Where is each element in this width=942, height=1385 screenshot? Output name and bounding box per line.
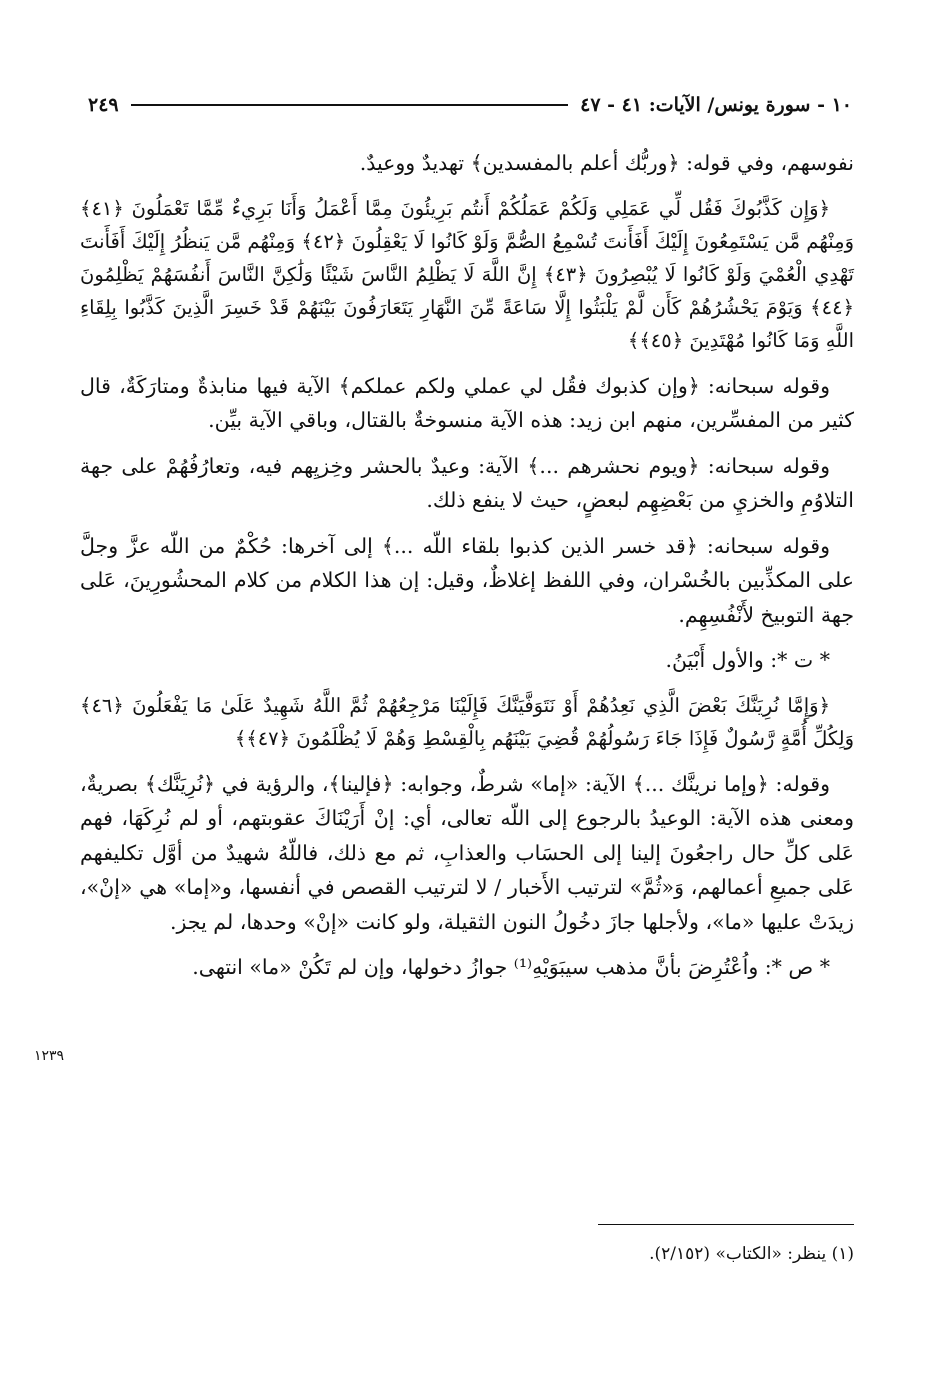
manuscript-folio-number: ١٢٣٩ xyxy=(34,1048,65,1064)
paragraph-commentary-41: وقوله سبحانه: ﴿وإن كذبوك فقُل لي عملي ولكم عملكم﴾ الآية فيها منابذةٌ ومتارَكَةٌ، قال كثير من المفسِّرين، منهم ابن زيد: هذه الآية منسوخةٌ بالقتال، وباقي الآية بيِّن. xyxy=(80,373,854,432)
note-ta: * ت *: والأول أَبْيَنُ. xyxy=(665,648,830,672)
footnote-rule xyxy=(598,1224,854,1225)
quran-verses-46-47: ﴿وَإِمَّا نُرِيَنَّكَ بَعْضَ الَّذِي نَعِدُهُمْ أَوْ نَتَوَفَّيَنَّكَ فَإِلَيْنَا مَرْجِعُهُمْ ثُمَّ اللَّهُ شَهِيدٌ عَلَىٰ مَا يَفْعَلُونَ ﴿٤٦﴾ وَلِكُلِّ أُمَّةٍ رَّسُولٌ فَإِذَا جَاءَ رَسُولُهُمْ قُضِيَ بَيْنَهُم بِالْقِسْطِ وَهُمْ لَا يُظْلَمُونَ ﴿٤٧﴾﴾ xyxy=(80,693,854,750)
note-sad: * ص *: واُعْتُرِضَ بأنَّ مذهب سيبَوَيْهِ⁽¹⁾ جوازُ دخولها، وإن لم تَكُنْ «ما» انتهى. xyxy=(192,955,830,979)
paragraph-commentary-46: وقوله: ﴿وإما نرينَّك ...﴾ الآية: «إما» شرطٌ، وجوابه: ﴿فإلينا﴾، والرؤية في ﴿نُرِيَنَّك﴾ بصريةٌ، ومعنى هذه الآية: الوعيدُ بالرجوع إلى اللّه تعالى، أي: إنْ أَرَيْنَاكَ عقوبتهم، أو لم نُرِكَهَا، فهم عَلى كلِّ حال راجعُونَ إلينا إلى الحسَاب والعذابِ، ثم مع ذلك، فاللّهُ شهيدٌ من أوَّل تكليفهم عَلى جميعِ أعمالهم، وَ«ثُمَّ» لترتيب الأَخبار / لا لترتيب القصص في أنفسها، و«إما» هي «إنْ»، زيدَتْ عليها «ما»، ولأجلها جازَ دخُولُ النون الثقيلة، ولو كانت «إنْ» وحدها، لم يجز. xyxy=(80,771,854,934)
running-title: ١٠ - سورة يونس/ الآيات: ٤١ - ٤٧ xyxy=(580,94,852,116)
paragraph-1: نفوسهم، وفي قوله: ﴿وربُّك أعلم بالمفسدين﴾ تهديدٌ ووعيدٌ. xyxy=(359,151,854,175)
page-header xyxy=(88,92,852,118)
header-rule xyxy=(131,104,569,106)
page-number: ٢٤٩ xyxy=(88,94,119,116)
paragraph-commentary-45b: وقوله سبحانه: ﴿قد خسر الذين كذبوا بلقاء اللّه ...﴾ إلى آخرها: حُكْمٌ من اللّه عزَّ وجلَّ على المكذِّبين بالخُسْران، وفي اللفظ إغلاظٌ، وقيل: إن هذا الكلام من كلام المحشُورِينَ، عَلى جهة التوبيخ لأَنْفُسِهِم. xyxy=(80,533,854,627)
main-text xyxy=(80,146,854,996)
paragraph-commentary-45: وقوله سبحانه: ﴿ويوم نحشرهم ...﴾ الآية: وعيدٌ بالحشر وخِزيِهم فيه، وتعارُفُهُمْ على جهة التلاوُمِ والخزيِ من بَعْضِهِم لبعضٍ، حيث لا ينفع ذلك. xyxy=(80,453,854,512)
footnote-1: (١) ينظر: «الكتاب» (٢/١٥٢). xyxy=(649,1244,854,1264)
quran-verses-41-45: ﴿وَإِن كَذَّبُوكَ فَقُل لِّي عَمَلِي وَلَكُمْ عَمَلُكُمْ أَنتُم بَرِيئُونَ مِمَّا أَعْمَلُ وَأَنَا بَرِيءٌ مِّمَّا تَعْمَلُونَ ﴿٤١﴾ وَمِنْهُم مَّن يَسْتَمِعُونَ إِلَيْكَ أَفَأَنتَ تُسْمِعُ الصُّمَّ وَلَوْ كَانُوا لَا يَعْقِلُونَ ﴿٤٢﴾ وَمِنْهُم مَّن يَنظُرُ إِلَيْكَ أَفَأَنتَ تَهْدِي الْعُمْيَ وَلَوْ كَانُوا لَا يُبْصِرُونَ ﴿٤٣﴾ إِنَّ اللَّهَ لَا يَظْلِمُ النَّاسَ شَيْئًا وَلَٰكِنَّ النَّاسَ أَنفُسَهُمْ يَظْلِمُونَ ﴿٤٤﴾ وَيَوْمَ يَحْشُرُهُمْ كَأَن لَّمْ يَلْبَثُوا إِلَّا سَاعَةً مِّنَ النَّهَارِ يَتَعَارَفُونَ بَيْنَهُمْ قَدْ خَسِرَ الَّذِينَ كَذَّبُوا بِلِقَاءِ اللَّهِ وَمَا كَانُوا مُهْتَدِينَ ﴿٤٥﴾﴾ xyxy=(80,196,855,352)
